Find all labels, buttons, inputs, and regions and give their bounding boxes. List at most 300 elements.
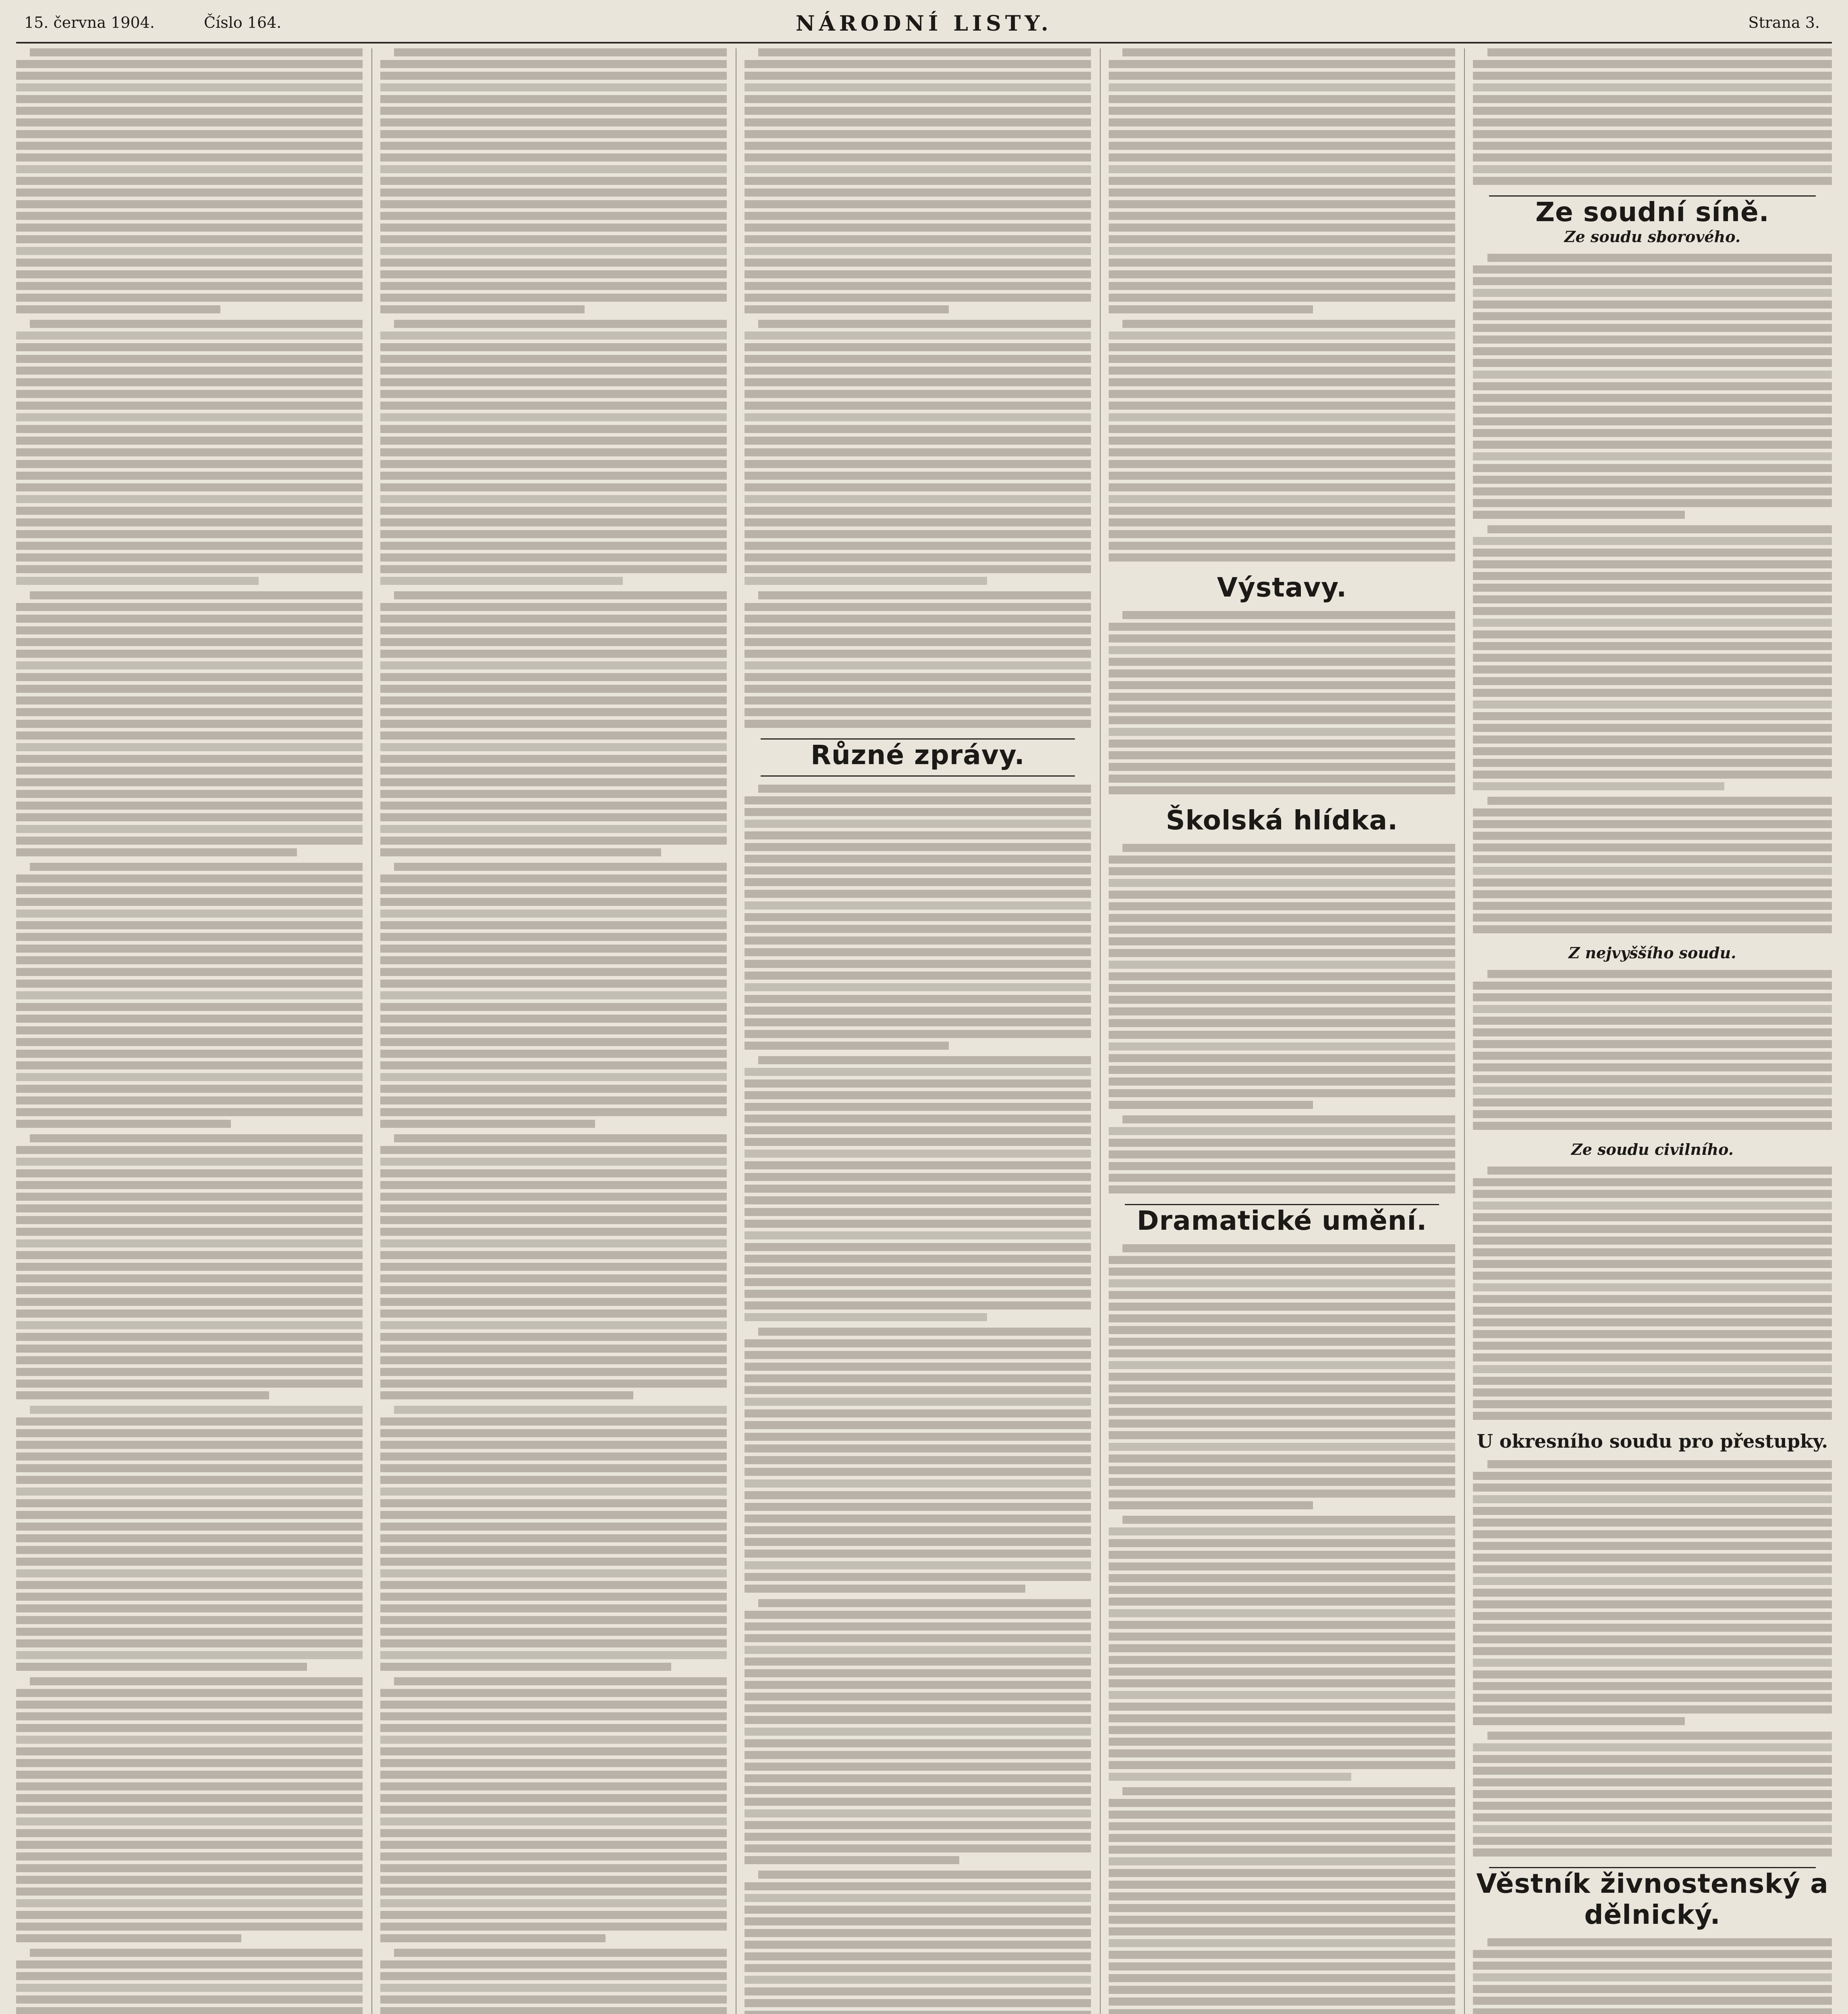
text-line [394,1949,727,1957]
text-line [380,1923,727,1931]
text-line [1473,347,1832,355]
text-line [1109,926,1455,934]
text-line [745,425,1091,433]
text-line [745,142,1091,150]
text-line [745,720,1091,728]
text-line [380,1204,727,1212]
text-line [16,483,363,491]
heading-vestnik: Věstník živnostenský a dělnický. [1476,1868,1829,1930]
text-line [16,1239,363,1247]
text-line [16,355,363,363]
text-line [1473,1202,1832,1210]
text-line [745,878,1091,886]
text-line [1473,1577,1832,1585]
text-line [1473,820,1832,828]
text-line [380,767,727,775]
text-line [1473,1600,1832,1608]
text-line [1109,1846,1455,1854]
text-line [16,603,363,611]
text-line [380,848,661,856]
text-line [380,1581,727,1589]
text-line [16,720,363,728]
text-line [16,886,363,894]
text-line [16,1593,363,1601]
text-line [380,425,727,433]
text-line [16,1050,363,1058]
text-line [380,1061,727,1069]
text-line [380,1239,727,1247]
text-line [16,790,363,798]
text-line [745,153,1091,162]
text-line [745,565,1091,573]
text-line [16,189,363,197]
text-line [745,1976,1091,1984]
text-line [16,1899,363,1907]
text-line [1109,247,1455,255]
text-line [1109,1314,1455,1322]
text-line [758,591,1091,599]
text-line [380,1712,727,1720]
subheading-soudu-sboroveho: Ze soudu sborového. [1564,228,1741,246]
text-block [745,48,1091,728]
text-line [1109,1349,1455,1357]
text-line [1473,511,1685,519]
text-line [745,1941,1091,1949]
text-line [380,661,727,669]
text-line [1109,972,1455,980]
text-line [745,1526,1091,1534]
text-line [16,282,363,290]
text-line [1473,1589,1832,1597]
text-line [1109,1726,1455,1734]
text-line [745,495,1091,503]
text-line [380,1911,727,1919]
text-line [380,910,727,918]
text-line [1122,1787,1455,1795]
text-line [745,638,1091,646]
text-line [745,1561,1091,1569]
column-rule [371,48,372,2014]
text-line [16,577,259,585]
text-line [745,282,1091,290]
text-line [745,460,1091,468]
text-line [16,1911,363,1919]
text-line [745,402,1091,410]
text-line [380,1452,727,1461]
issue-number: Číslo 164. [204,14,282,31]
text-line [1473,394,1832,402]
text-line [745,1987,1091,1995]
column-rule [1100,48,1101,2014]
text-line [1473,1087,1832,1095]
text-line [745,1550,1091,1558]
text-line [1473,429,1832,437]
text-line [16,1747,363,1755]
text-line [745,1999,1091,2007]
text-line [380,1724,727,1732]
text-line [380,1639,727,1647]
text-line [16,553,363,562]
text-line [1473,902,1832,910]
masthead [16,11,1832,44]
text-line [1109,1031,1455,1039]
text-line [745,1138,1091,1146]
text-line [1109,658,1455,666]
text-line [1487,525,1832,533]
text-line [1473,712,1832,720]
text-line [745,1339,1091,1347]
text-line [1109,270,1455,278]
text-line [745,518,1091,526]
text-line [1109,367,1455,375]
text-line [16,1391,269,1399]
text-line [380,1003,727,1011]
text-line [380,1852,727,1861]
text-line [1473,700,1832,709]
text-line [1473,1670,1832,1678]
text-line [745,1266,1091,1274]
text-line [1473,441,1832,449]
text-line [1487,970,1832,978]
text-line [1109,1609,1455,1617]
text-line [1109,390,1455,398]
text-line [745,1173,1091,1181]
text-line [745,1126,1091,1134]
text-line [1109,786,1455,794]
text-line [16,1476,363,1484]
text-line [16,661,363,669]
text-line [16,638,363,646]
text-line [16,177,363,185]
text-line [380,270,727,278]
text-line [380,1391,633,1399]
text-line [1473,925,1832,933]
text-line [16,1759,363,1767]
text-line [745,1646,1091,1654]
text-line [1473,60,1832,68]
text-line [1109,118,1455,126]
text-line [745,696,1091,704]
text-line [1109,1668,1455,1676]
text-line [1109,961,1455,969]
text-line [745,530,1091,538]
text-line [380,553,727,562]
text-line [745,1007,1091,1015]
text-line [745,177,1091,185]
text-line [16,247,363,255]
text-line [745,1398,1091,1406]
text-line [16,1724,363,1732]
text-line [16,1026,363,1034]
text-line [380,1806,727,1814]
text-line [30,1134,363,1142]
text-line [745,1856,959,1864]
text-line [16,200,363,208]
text-line [745,603,1091,611]
text-line [380,1569,727,1577]
text-line [16,1380,363,1388]
text-line [16,767,363,775]
text-line [380,1876,727,1884]
text-line [745,1669,1091,1677]
page-number: Strana 3. [1748,14,1820,31]
text-line [745,83,1091,91]
text-line [16,848,297,856]
text-line [745,995,1091,1003]
text-line [1473,1400,1832,1408]
text-line [380,1995,727,2004]
text-line [745,1196,1091,1204]
text-line [1109,984,1455,992]
text-line [16,1298,363,1306]
text-line [16,1073,363,1081]
text-line [380,696,727,704]
text-block [1109,1244,1455,2014]
text-line [1473,312,1832,320]
text-line [745,1456,1091,1464]
text-line [1473,1040,1832,1048]
text-line [1473,607,1832,615]
text-line [745,259,1091,267]
subheading-nejvyssi-soud: Z nejvyššího soudu. [1568,944,1736,962]
text-line [380,1158,727,1166]
text-line [16,1701,363,1709]
text-line [1473,289,1832,297]
text-line [1109,1373,1455,1381]
text-line [1473,808,1832,816]
text-block [745,785,1091,2014]
text-line [30,320,363,328]
text-line [16,1852,363,1861]
text-line [380,1368,727,1376]
text-line [1473,2008,1832,2014]
text-line [16,731,363,740]
text-line [745,1538,1091,1546]
text-line [16,1204,363,1212]
text-line [745,1964,1091,1972]
text-line [16,1794,363,1802]
column-1 [16,48,363,2014]
text-line [745,130,1091,138]
text-line [745,1255,1091,1263]
text-line [1109,177,1455,185]
text-line [1473,1848,1832,1857]
text-line [1109,1644,1455,1652]
text-line [380,874,727,883]
text-line [1473,1624,1832,1632]
text-line [380,189,727,197]
text-line [16,1251,363,1259]
text-line [1473,560,1832,568]
text-line [16,402,363,410]
text-line [380,1960,727,1968]
column-2 [380,48,727,2014]
text-line [380,565,727,573]
text-line [1109,634,1455,642]
text-line [1473,1717,1685,1725]
text-line [1109,1927,1455,1935]
text-line [745,673,1091,681]
text-line [1473,1694,1832,1702]
text-line [745,483,1091,491]
text-line [1473,1790,1832,1798]
text-line [380,495,727,503]
text-line [380,507,727,515]
text-line [394,48,727,56]
text-line [380,1546,727,1554]
text-line [1473,1495,1832,1503]
text-line [1473,993,1832,1001]
text-line [380,2007,727,2014]
text-line [394,591,727,599]
text-line [16,1841,363,1849]
text-line [1473,1950,1832,1958]
text-line [745,1479,1091,1488]
text-line [1109,693,1455,701]
text-line [1109,1904,1455,1912]
text-line [1473,406,1832,414]
text-line [1473,382,1832,390]
text-line [1109,83,1455,91]
text-line [1109,1431,1455,1439]
text-line [380,650,727,658]
text-line [16,212,363,220]
text-line [380,933,727,941]
text-line [1109,856,1455,864]
text-line [380,898,727,906]
text-line [16,1663,307,1671]
text-line [1109,1621,1455,1629]
text-line [380,813,727,821]
text-line [16,1523,363,1531]
text-line [380,778,727,786]
text-line [745,1091,1091,1099]
text-line [1473,476,1832,484]
text-line [380,1604,727,1612]
text-line [16,956,363,964]
text-line [1109,1077,1455,1086]
text-line [745,390,1091,398]
text-line [380,460,727,468]
text-line [380,743,727,751]
text-line [380,1333,727,1341]
text-line [1473,1659,1832,1667]
text-line [1473,165,1832,173]
text-line [758,320,1091,328]
text-line [380,1984,727,1992]
text-line [16,1441,363,1449]
text-line [380,837,727,845]
text-line [1109,1256,1455,1264]
text-line [394,1134,727,1142]
text-line [1109,1598,1455,1606]
text-line [380,1251,727,1259]
text-line [1109,1384,1455,1392]
text-line [380,1274,727,1283]
text-line [16,1003,363,1011]
text-line [1109,1962,1455,1970]
text-line [745,1751,1091,1759]
text-line [1122,48,1455,56]
text-line [745,2011,1091,2014]
text-line [16,1228,363,1236]
text-line [1109,1679,1455,1687]
text-line [380,518,727,526]
text-line [745,1080,1091,1088]
text-line [1109,1279,1455,1287]
text-line [1473,1682,1832,1690]
text-line [380,165,727,173]
text-line [16,270,363,278]
text-line [745,107,1091,115]
text-line [1109,212,1455,220]
text-line [380,1499,727,1507]
text-line [16,1736,363,1744]
text-line [745,1301,1091,1310]
text-line [745,1351,1091,1359]
text-line [16,448,363,456]
text-line [1109,1527,1455,1535]
text-line [1109,740,1455,748]
text-line [1109,2009,1455,2014]
text-line [1109,282,1455,290]
text-line [16,1829,363,1837]
text-line [380,448,727,456]
text-block [1109,48,1455,562]
text-line [745,294,1091,302]
text-line [745,1313,987,1321]
text-line [1473,1472,1832,1480]
text-line [380,1593,727,1601]
text-line [380,1146,727,1154]
text-line [1473,832,1832,840]
text-line [1109,437,1455,445]
text-line [758,1328,1091,1336]
text-line [745,247,1091,255]
text-line [380,1759,727,1767]
text-line [1109,1291,1455,1299]
text-line [16,1158,363,1166]
text-line [1473,843,1832,852]
text-line [1109,1822,1455,1830]
text-line [380,259,727,267]
subheading-soud-civilni: Ze soudu civilního. [1571,1140,1734,1158]
text-line [1109,763,1455,771]
text-line [16,1216,363,1224]
text-line [1473,1190,1832,1198]
text-line [1109,305,1313,313]
text-line [16,1639,363,1647]
text-line [745,913,1091,921]
text-line [1122,1244,1455,1252]
text-line [16,708,363,716]
text-line [16,1368,363,1376]
text-line [1109,72,1455,80]
text-line [1109,1551,1455,1559]
text-line [1109,332,1455,340]
text-line [380,1651,727,1659]
text-block [1473,1167,1832,1420]
text-line [380,790,727,798]
text-line [758,1056,1091,1064]
text-line [16,813,363,821]
text-line [380,355,727,363]
text-line [745,413,1091,421]
text-line [16,542,363,550]
text-line [1109,1892,1455,1900]
text-line [380,60,727,68]
column-3 [745,48,1091,2014]
